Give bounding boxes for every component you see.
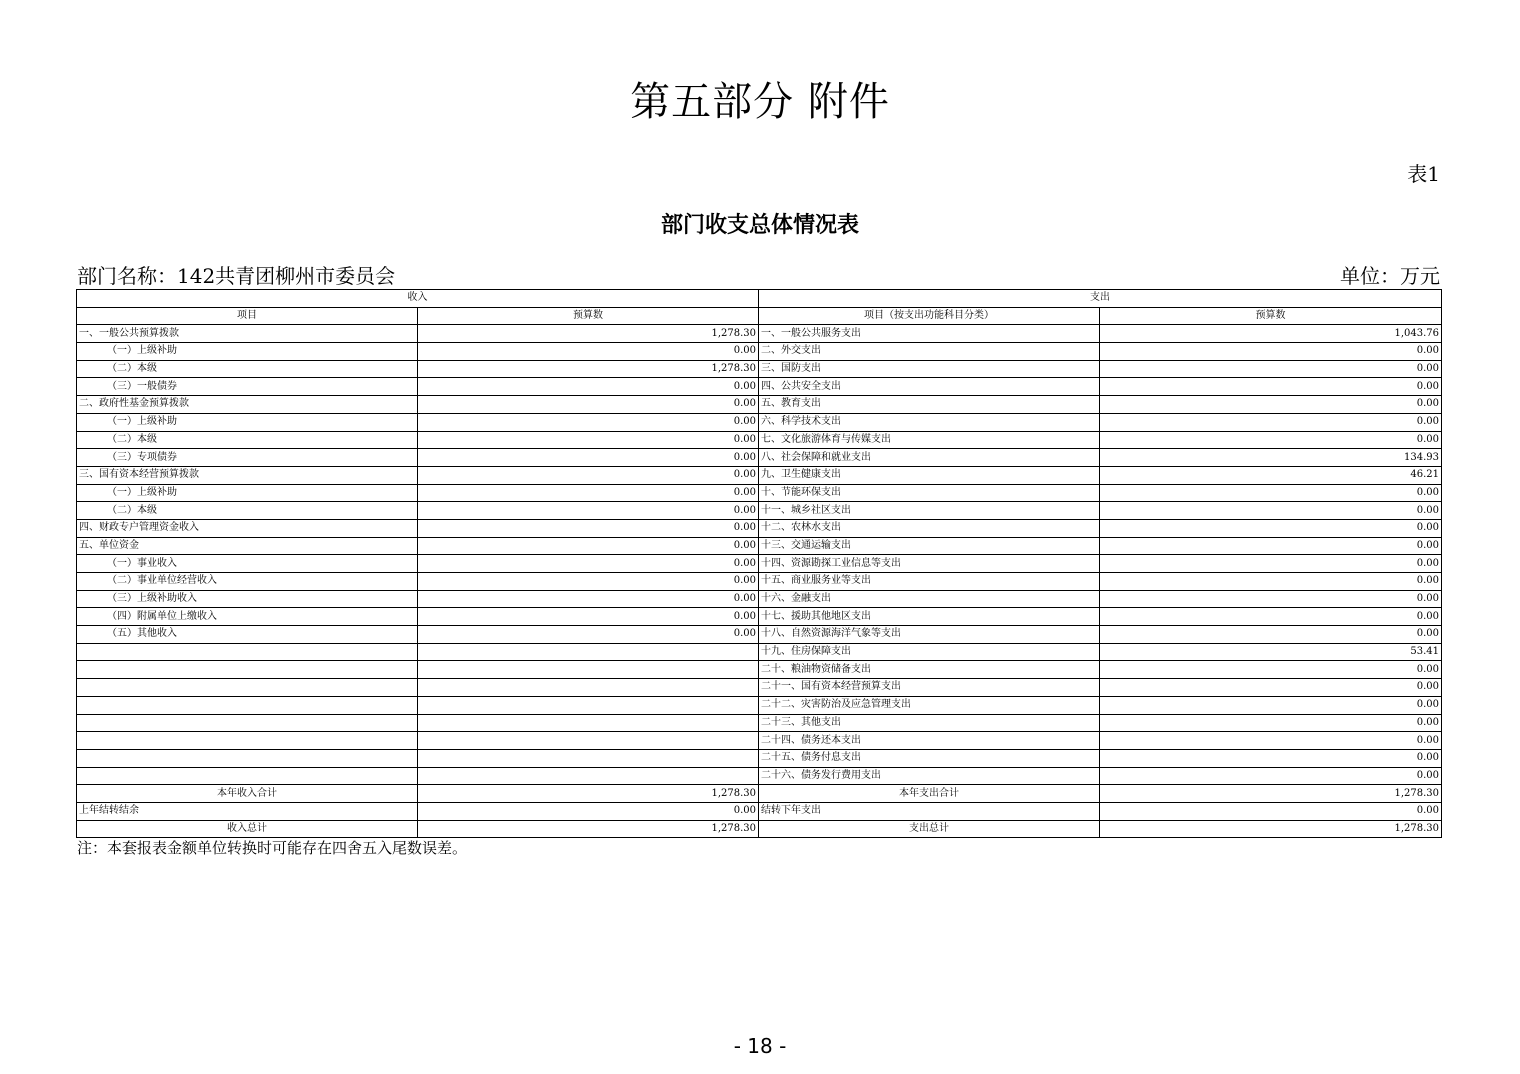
expense-item: 十六、金融支出: [759, 590, 1100, 608]
income-item: （二）本级: [77, 502, 418, 520]
expense-value: 0.00: [1100, 767, 1442, 785]
income-value: [418, 643, 759, 661]
expense-value: 0.00: [1100, 679, 1442, 697]
income-value: 0.00: [418, 413, 759, 431]
table-row: [77, 626, 1442, 644]
table-row: [77, 466, 1442, 484]
income-item: （四）附属单位上缴收入: [77, 608, 418, 626]
expense-total-value: 1,278.30: [1100, 785, 1442, 803]
expense-item: 十一、城乡社区支出: [759, 502, 1100, 520]
expense-item: 六、科学技术支出: [759, 413, 1100, 431]
expense-value: 134.93: [1100, 449, 1442, 467]
income-value: 0.00: [418, 484, 759, 502]
income-total-label: 收入总计: [77, 820, 418, 838]
expense-value: 53.41: [1100, 643, 1442, 661]
table-row: [77, 378, 1442, 396]
expense-item: 十七、援助其他地区支出: [759, 608, 1100, 626]
expense-value: 0.00: [1100, 396, 1442, 414]
expense-item: 十九、住房保障支出: [759, 643, 1100, 661]
expense-value: 0.00: [1100, 519, 1442, 537]
income-item: [77, 643, 418, 661]
income-item: [77, 661, 418, 679]
expense-value: 0.00: [1100, 378, 1442, 396]
expense-item: 二十六、债务发行费用支出: [759, 767, 1100, 785]
table-row: [77, 484, 1442, 502]
income-item: 一、一般公共预算拨款: [77, 325, 418, 343]
income-value: 0.00: [418, 431, 759, 449]
income-item: 五、单位资金: [77, 537, 418, 555]
header-row-columns: [77, 307, 1442, 325]
expense-item: 二十三、其他支出: [759, 714, 1100, 732]
income-item: [77, 767, 418, 785]
expense-item: 十八、自然资源海洋气象等支出: [759, 626, 1100, 644]
income-item: （一）上级补助: [77, 484, 418, 502]
expense-item: 二十四、债务还本支出: [759, 732, 1100, 750]
expense-value: 0.00: [1100, 502, 1442, 520]
expense-value: 1,043.76: [1100, 325, 1442, 343]
expense-total-value: 1,278.30: [1100, 820, 1442, 838]
income-budget-header: 预算数: [418, 307, 759, 325]
budget-table: [76, 289, 1442, 838]
income-total-label: 本年收入合计: [77, 785, 418, 803]
table-row: [77, 537, 1442, 555]
expense-value: 0.00: [1100, 484, 1442, 502]
income-item: （二）本级: [77, 360, 418, 378]
table-row: [77, 714, 1442, 732]
expense-item: 二十一、国有资本经营预算支出: [759, 679, 1100, 697]
income-value: [418, 679, 759, 697]
part-title: 第五部分 附件: [630, 79, 890, 125]
expense-value: 0.00: [1100, 661, 1442, 679]
income-item: （二）本级: [77, 431, 418, 449]
expense-value: 0.00: [1100, 537, 1442, 555]
table-row: [77, 396, 1442, 414]
income-item: [77, 749, 418, 767]
table-row: [77, 413, 1442, 431]
income-total-value: 1,278.30: [418, 820, 759, 838]
income-value: 0.00: [418, 555, 759, 573]
expense-item: 九、卫生健康支出: [759, 466, 1100, 484]
table-row: [77, 519, 1442, 537]
expense-budget-header: 预算数: [1100, 307, 1442, 325]
income-item-header: 项目: [77, 307, 418, 325]
income-item: [77, 714, 418, 732]
expense-total-label: 结转下年支出: [759, 802, 1100, 820]
expense-item: 十、节能环保支出: [759, 484, 1100, 502]
income-value: [418, 714, 759, 732]
unit-label: 单位：万元: [1340, 264, 1440, 288]
income-item: （一）上级补助: [77, 343, 418, 361]
income-total-value: 1,278.30: [418, 785, 759, 803]
income-value: 0.00: [418, 590, 759, 608]
income-item: [77, 679, 418, 697]
income-value: 1,278.30: [418, 360, 759, 378]
expense-value: 0.00: [1100, 590, 1442, 608]
income-item: （一）上级补助: [77, 413, 418, 431]
income-value: 0.00: [418, 466, 759, 484]
budget-table-body: [77, 290, 1442, 838]
income-item: （二）事业单位经营收入: [77, 573, 418, 591]
table-row: [77, 590, 1442, 608]
income-item: 二、政府性基金预算拨款: [77, 396, 418, 414]
income-item: （三）专项债券: [77, 449, 418, 467]
table-row: [77, 573, 1442, 591]
expense-value: 0.00: [1100, 360, 1442, 378]
income-value: [418, 749, 759, 767]
expense-item: 五、教育支出: [759, 396, 1100, 414]
expense-item: 二十五、债务付息支出: [759, 749, 1100, 767]
expense-total-label: 支出总计: [759, 820, 1100, 838]
table-row: [77, 767, 1442, 785]
expense-total-label: 本年支出合计: [759, 785, 1100, 803]
income-value: 1,278.30: [418, 325, 759, 343]
table-row: [77, 696, 1442, 714]
expense-item: 二十、粮油物资储备支出: [759, 661, 1100, 679]
table-row: [77, 732, 1442, 750]
total-row: [77, 820, 1442, 838]
expense-item: 十四、资源勘探工业信息等支出: [759, 555, 1100, 573]
expense-item: 十五、商业服务业等支出: [759, 573, 1100, 591]
income-value: [418, 767, 759, 785]
income-value: 0.00: [418, 608, 759, 626]
income-item: [77, 696, 418, 714]
expense-total-value: 0.00: [1100, 802, 1442, 820]
income-value: 0.00: [418, 626, 759, 644]
income-value: 0.00: [418, 449, 759, 467]
department-name: 部门名称：142共青团柳州市委员会: [77, 264, 396, 288]
income-item: [77, 732, 418, 750]
expense-item: 二十二、灾害防治及应急管理支出: [759, 696, 1100, 714]
expense-value: 0.00: [1100, 555, 1442, 573]
expense-item: 八、社会保障和就业支出: [759, 449, 1100, 467]
table-row: [77, 749, 1442, 767]
expense-value: 46.21: [1100, 466, 1442, 484]
income-value: [418, 732, 759, 750]
income-item: （一）事业收入: [77, 555, 418, 573]
expense-item: 十二、农林水支出: [759, 519, 1100, 537]
expense-value: 0.00: [1100, 413, 1442, 431]
table-row: [77, 555, 1442, 573]
income-value: 0.00: [418, 396, 759, 414]
income-value: [418, 696, 759, 714]
income-header: 收入: [77, 290, 759, 308]
expense-value: 0.00: [1100, 626, 1442, 644]
table-row: [77, 608, 1442, 626]
footnote: 注：本套报表金额单位转换时可能存在四舍五入尾数误差。: [77, 839, 468, 857]
expense-item: 四、公共安全支出: [759, 378, 1100, 396]
expense-item: 三、国防支出: [759, 360, 1100, 378]
table-row: [77, 360, 1442, 378]
expense-item: 二、外交支出: [759, 343, 1100, 361]
table-row: [77, 679, 1442, 697]
table-title: 部门收支总体情况表: [660, 212, 859, 238]
income-total-value: 0.00: [418, 802, 759, 820]
expense-item-header: 项目（按支出功能科目分类）: [759, 307, 1100, 325]
expense-value: 0.00: [1100, 608, 1442, 626]
expense-value: 0.00: [1100, 696, 1442, 714]
expense-value: 0.00: [1100, 573, 1442, 591]
header-row-section: [77, 290, 1442, 308]
income-item: 三、国有资本经营预算拨款: [77, 466, 418, 484]
table-row: [77, 325, 1442, 343]
table-row: [77, 502, 1442, 520]
income-value: [418, 661, 759, 679]
expense-item: 十三、交通运输支出: [759, 537, 1100, 555]
income-item: （三）上级补助收入: [77, 590, 418, 608]
income-value: 0.00: [418, 537, 759, 555]
expense-header: 支出: [759, 290, 1442, 308]
table-row: [77, 449, 1442, 467]
income-value: 0.00: [418, 519, 759, 537]
expense-value: 0.00: [1100, 749, 1442, 767]
income-value: 0.00: [418, 502, 759, 520]
total-row: [77, 802, 1442, 820]
expense-value: 0.00: [1100, 732, 1442, 750]
expense-value: 0.00: [1100, 431, 1442, 449]
expense-item: 七、文化旅游体育与传媒支出: [759, 431, 1100, 449]
page-number: - 18 -: [733, 1034, 787, 1058]
expense-value: 0.00: [1100, 343, 1442, 361]
table-row: [77, 343, 1442, 361]
table-row: [77, 431, 1442, 449]
table-number: 表1: [1407, 162, 1440, 186]
income-item: 四、财政专户管理资金收入: [77, 519, 418, 537]
expense-item: 一、一般公共服务支出: [759, 325, 1100, 343]
income-value: 0.00: [418, 343, 759, 361]
income-value: 0.00: [418, 573, 759, 591]
total-row: [77, 785, 1442, 803]
table-row: [77, 643, 1442, 661]
expense-value: 0.00: [1100, 714, 1442, 732]
income-value: 0.00: [418, 378, 759, 396]
income-item: （五）其他收入: [77, 626, 418, 644]
table-row: [77, 661, 1442, 679]
income-item: （三）一般债券: [77, 378, 418, 396]
income-total-label: 上年结转结余: [77, 802, 418, 820]
